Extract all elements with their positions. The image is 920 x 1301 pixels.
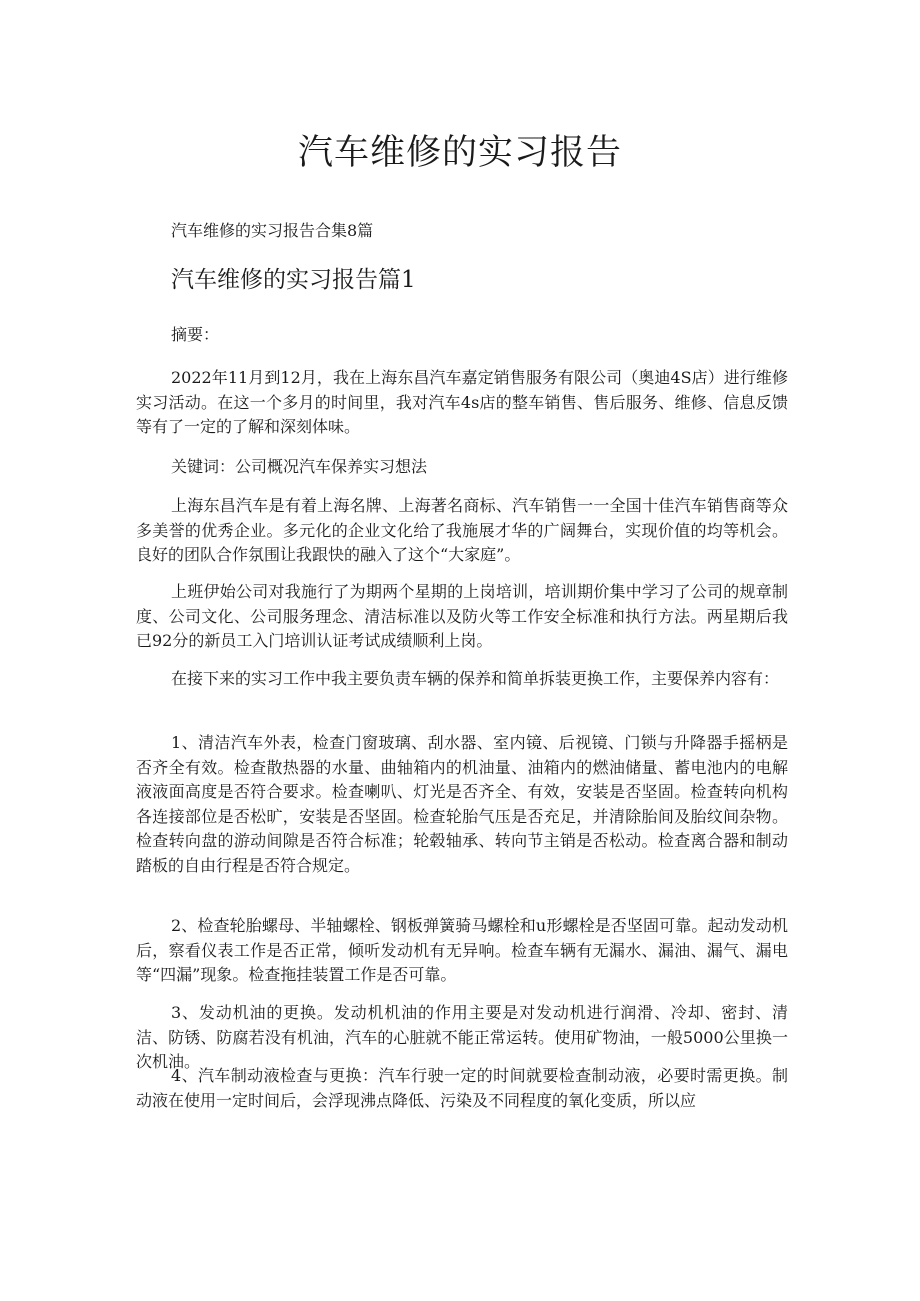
abstract-label: 摘要： (171, 325, 220, 344)
training-paragraph: 上班伊始公司对我施行了为期两个星期的上岗培训，培训期价集中学习了公司的规章制度、公司文化、公司服务理念、清洁标准以及防火等工作安全标准和执行方法。两星期后我已92分的新员工入门培训认证考试成绩顺利上岗。 (136, 582, 788, 650)
maintenance-item-2: 2、检查轮胎螺母、半轴螺栓、钢板弹簧骑马螺栓和u形螺栓是否坚固可靠。起动发动机后，察看仪表工作是否正常，倾听发动机有无异响。检查车辆有无漏水、漏油、漏气、漏电等“四漏”现象。检查拖挂装置工作是否可靠。 (136, 916, 788, 984)
section-heading: 汽车维修的实习报告篇1 (171, 267, 416, 293)
document-title: 汽车维修的实习报告 (297, 133, 622, 173)
maintenance-item-1: 1、清洁汽车外表，检查门窗玻璃、刮水器、室内镜、后视镜、门锁与升降器手摇柄是否齐全有效。检查散热器的水量、曲轴箱内的机油量、油箱内的燃油储量、蓄电池内的电解液液面高度是否符合要求。检查喇叭、灯光是否齐全、有效，安装是否坚固。检查转向机构各连接部位是否松旷，安装是否坚固。检查轮胎气压是否充足，并清除胎间及胎纹间杂物。检查转向盘的游动间隙是否符合标准；轮毂轴承、转向节主销是否松动。检查离合器和制动踏板的自由行程是否符合规定。 (136, 733, 788, 875)
work-paragraph: 在接下来的实习工作中我主要负责车辆的保养和简单拆装更换工作，主要保养内容有： (171, 669, 780, 688)
keywords-paragraph: 关键词：公司概况汽车保养实习想法 (171, 457, 428, 476)
company-paragraph: 上海东昌汽车是有着上海名牌、上海著名商标、汽车销售一一全国十佳汽车销售商等众多美誉的优秀企业。多元化的企业文化给了我施展才华的广阔舞台，实现价值的均等机会。良好的团队合作氛围让我跟快的融入了这个“大家庭”。 (136, 496, 788, 564)
document-subtitle: 汽车维修的实习报告合集8篇 (171, 221, 374, 240)
maintenance-item-3: 3、发动机油的更换。发动机机油的作用主要是对发动机进行润滑、冷却、密封、清洁、防锈、防腐若没有机油，汽车的心脏就不能正常运转。使用矿物油，一般5000公里换一次机油。 (136, 1003, 788, 1071)
maintenance-item-4: 4、汽车制动液检查与更换：汽车行驶一定的时间就要检查制动液，必要时需更换。制动液在使用一定时间后，会浮现沸点降低、污染及不同程度的氧化变质，所以应 (136, 1066, 788, 1110)
intro-paragraph: 2022年11月到12月，我在上海东昌汽车嘉定销售服务有限公司（奥迪4S店）进行维修实习活动。在这一个多月的时间里，我对汽车4s店的整车销售、售后服务、维修、信息反馈等有了一定的了解和深刻体味。 (136, 368, 788, 436)
